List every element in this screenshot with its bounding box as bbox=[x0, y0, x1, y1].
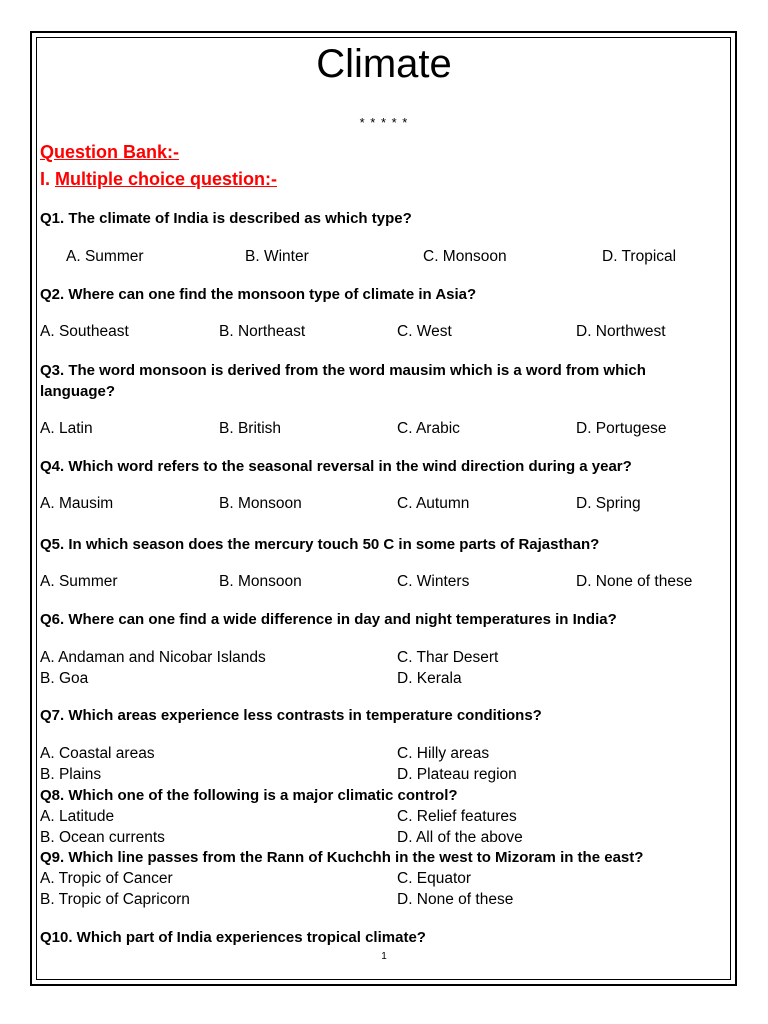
option: B. Tropic of Capricorn bbox=[40, 891, 190, 908]
option: D. Portugese bbox=[576, 420, 667, 437]
option: C. Autumn bbox=[397, 495, 470, 512]
question-text: Q4. Which word refers to the seasonal reversal in the wind direction during a year? bbox=[40, 458, 632, 475]
option: B. Goa bbox=[40, 670, 89, 687]
page-number: 1 bbox=[381, 951, 387, 962]
option: A. Coastal areas bbox=[40, 745, 155, 762]
question-text: Q10. Which part of India experiences tropical climate? bbox=[40, 929, 426, 946]
mcq-heading-text: Multiple choice question:- bbox=[55, 169, 278, 189]
question-text: Q8. Which one of the following is a major climatic control? bbox=[40, 787, 458, 804]
option: B. Plains bbox=[40, 766, 102, 783]
question-text-line2: language? bbox=[40, 383, 116, 400]
question-text: Q9. Which line passes from the Rann of Kuchchh in the west to Mizoram in the east? bbox=[40, 849, 644, 866]
option: B. Monsoon bbox=[219, 573, 302, 590]
option: A. Summer bbox=[40, 573, 118, 590]
option: D. Northwest bbox=[576, 323, 666, 340]
option: C. Arabic bbox=[397, 420, 460, 437]
title-separator-stars: * * * * * bbox=[359, 115, 409, 130]
option: B. Winter bbox=[245, 248, 309, 265]
question-text: Q5. In which season does the mercury touch 50 C in some parts of Rajasthan? bbox=[40, 536, 600, 553]
mcq-heading bbox=[40, 169, 277, 190]
option: D. Plateau region bbox=[397, 766, 517, 783]
option: B. British bbox=[219, 420, 282, 437]
option: A. Summer bbox=[66, 248, 144, 265]
mcq-heading-number: I. bbox=[40, 169, 56, 189]
option: A. Southeast bbox=[40, 323, 129, 340]
option: D. Tropical bbox=[602, 248, 677, 265]
option: D. All of the above bbox=[397, 829, 523, 846]
option: C. Winters bbox=[397, 573, 470, 590]
option: D. None of these bbox=[576, 573, 693, 590]
option: A. Mausim bbox=[40, 495, 114, 512]
option: C. West bbox=[397, 323, 452, 340]
option: A. Andaman and Nicobar Islands bbox=[40, 649, 266, 666]
option: C. Thar Desert bbox=[397, 649, 499, 666]
option: A. Latitude bbox=[40, 808, 115, 825]
option: C. Relief features bbox=[397, 808, 517, 825]
option: B. Ocean currents bbox=[40, 829, 165, 846]
option: D. Kerala bbox=[397, 670, 462, 687]
option: B. Monsoon bbox=[219, 495, 302, 512]
option: B. Northeast bbox=[219, 323, 306, 340]
question-text: Q2. Where can one find the monsoon type of climate in Asia? bbox=[40, 286, 477, 303]
option: D. None of these bbox=[397, 891, 514, 908]
question-text-line1: Q3. The word monsoon is derived from the word mausim which is a word from which bbox=[40, 362, 646, 379]
question-text: Q6. Where can one find a wide difference in day and night temperatures in India? bbox=[40, 611, 617, 628]
document-title: Climate bbox=[316, 42, 452, 86]
option: D. Spring bbox=[576, 495, 641, 512]
option: A. Latin bbox=[40, 420, 93, 437]
option: C. Equator bbox=[397, 870, 472, 887]
question-text: Q1. The climate of India is described as which type? bbox=[40, 210, 412, 227]
question-bank-heading: Question Bank:- bbox=[40, 142, 180, 162]
question-text: Q7. Which areas experience less contrasts in temperature conditions? bbox=[40, 707, 542, 724]
option: C. Monsoon bbox=[423, 248, 507, 265]
option: A. Tropic of Cancer bbox=[40, 870, 173, 887]
option: C. Hilly areas bbox=[397, 745, 490, 762]
